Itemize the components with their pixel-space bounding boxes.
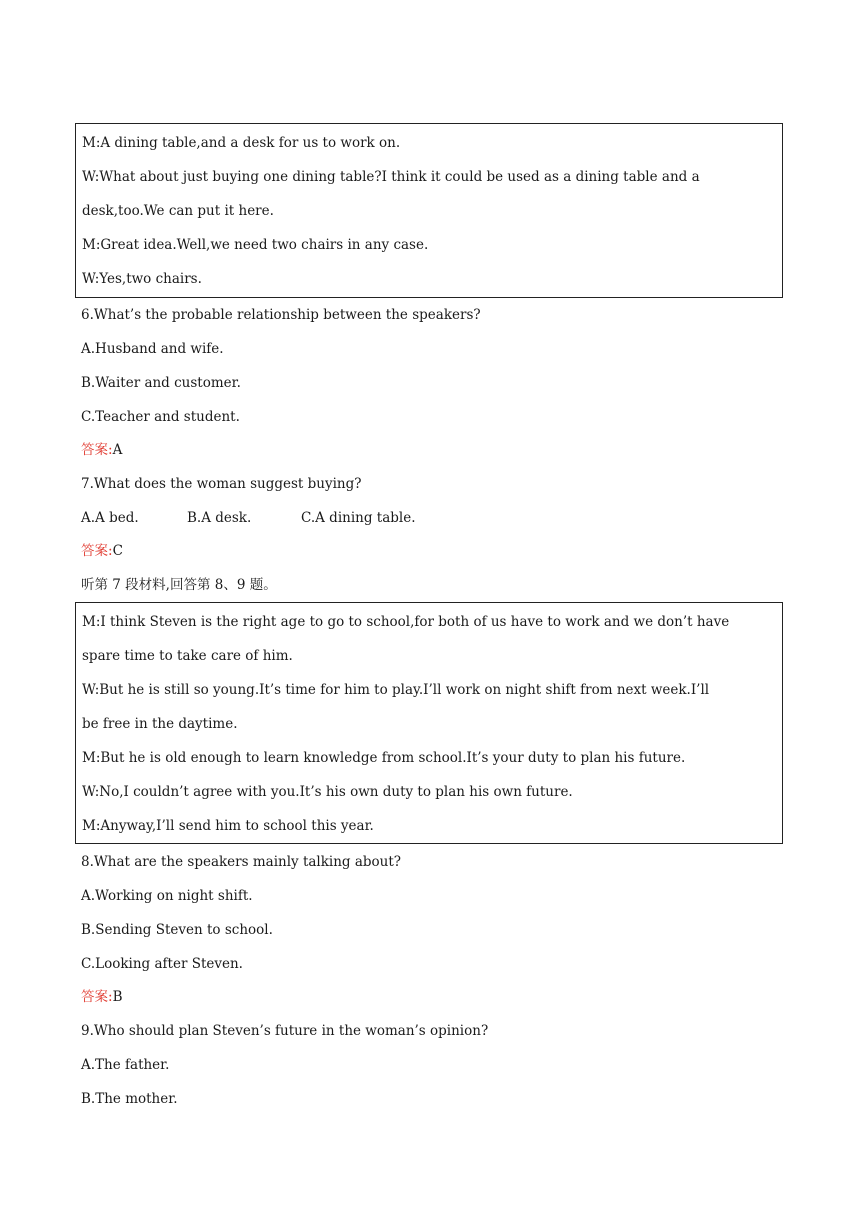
question-6: 6.What’s the probable relationship between the speakers?	[81, 307, 481, 323]
answer-label: 答案:	[81, 442, 113, 458]
section-intro: 听第 7 段材料,回答第 8、9 题。	[81, 577, 277, 593]
options-7	[81, 509, 416, 527]
question-9: 9.Who should plan Steven’s future in the woman’s opinion?	[81, 1023, 489, 1039]
answer-value: B	[112, 989, 123, 1005]
transcript-line: M:Great idea.Well,we need two chairs in any case.	[82, 237, 429, 253]
transcript-line: spare time to take care of him.	[82, 648, 293, 664]
option-8c: C.Looking after Steven.	[81, 956, 243, 972]
transcript-line: desk,too.We can put it here.	[82, 203, 274, 219]
answer-value: A	[112, 442, 123, 458]
transcript-line: M:I think Steven is the right age to go to school,for both of us have to work and we don’t have	[82, 614, 730, 630]
option-7b: B.A desk.	[187, 510, 252, 526]
option-9b: B.The mother.	[81, 1091, 178, 1107]
transcript-line: W:What about just buying one dining table?I think it could be used as a dining table and a	[82, 169, 700, 185]
option-8a: A.Working on night shift.	[81, 888, 253, 904]
answer-value: C	[112, 543, 123, 559]
question-8: 8.What are the speakers mainly talking about?	[81, 854, 402, 870]
transcript-line: be free in the daytime.	[82, 716, 238, 732]
option-7a: A.A bed.	[81, 510, 139, 526]
transcript-line: M:Anyway,I’ll send him to school this year.	[82, 818, 374, 834]
option-6a: A.Husband and wife.	[81, 341, 224, 357]
transcript-line: W:Yes,two chairs.	[82, 271, 202, 287]
answer-label: 答案:	[81, 543, 113, 559]
question-7: 7.What does the woman suggest buying?	[81, 476, 362, 492]
transcript-box-2	[75, 602, 783, 844]
option-7c: C.A dining table.	[301, 510, 416, 526]
option-8b: B.Sending Steven to school.	[81, 922, 273, 938]
transcript-line: M:A dining table,and a desk for us to work on.	[82, 135, 401, 151]
answer-7	[81, 542, 123, 560]
option-6c: C.Teacher and student.	[81, 409, 240, 425]
answer-label: 答案:	[81, 989, 113, 1005]
answer-6	[81, 441, 122, 459]
option-6b: B.Waiter and customer.	[81, 375, 241, 391]
transcript-line: M:But he is old enough to learn knowledge from school.It’s your duty to plan his future.	[82, 750, 686, 766]
answer-8	[81, 988, 122, 1006]
transcript-line: W:But he is still so young.It’s time for him to play.I’ll work on night shift from next week.I’ll	[82, 682, 710, 698]
option-9a: A.The father.	[81, 1057, 170, 1073]
transcript-box-1	[75, 123, 783, 298]
transcript-line: W:No,I couldn’t agree with you.It’s his own duty to plan his own future.	[82, 784, 573, 800]
